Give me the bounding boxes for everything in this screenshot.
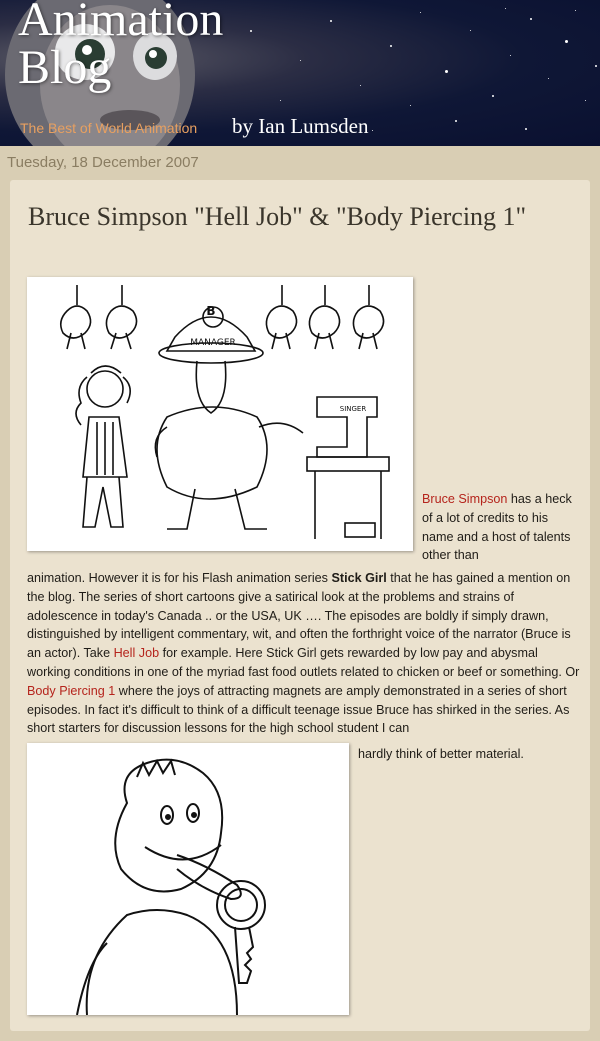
stick-girl-figure xyxy=(76,366,130,527)
paragraph-text: that he has gained a mention on the blog. The series of short cartoons give a satirical look at the problems and strains of adolescence in today's Canada .. or the USA, UK …. The episodes are boldly if simply drawn, distinguished by intelligent commentary, wit, and often the forthright voice of the narrator (Bruce is an actor). Take xyxy=(27,571,571,661)
hanging-chicken xyxy=(266,285,296,349)
cartoon-drawing xyxy=(27,277,413,551)
bruce-simpson-link[interactable]: Bruce Simpson xyxy=(422,492,508,506)
closing-text: hardly think of better material. xyxy=(358,747,524,761)
cartoon-drawing xyxy=(27,743,349,1015)
post-date: Tuesday, 18 December 2007 xyxy=(7,154,199,171)
hanging-chicken xyxy=(309,285,339,349)
blog-header[interactable] xyxy=(0,0,600,146)
blog-tagline: The Best of World Animation xyxy=(20,120,198,136)
machine-label: SINGER xyxy=(339,405,367,413)
hell-job-cartoon-image[interactable] xyxy=(27,277,413,551)
blog-title[interactable] xyxy=(18,0,318,92)
blog-post xyxy=(10,180,590,1031)
intro-text xyxy=(422,490,582,565)
sewing-machine xyxy=(307,397,389,539)
post-paragraph xyxy=(27,569,584,738)
hat-letter: B xyxy=(206,304,216,318)
hell-job-link[interactable]: Hell Job xyxy=(113,646,160,661)
body-piercing-cartoon-image[interactable] xyxy=(27,743,349,1015)
hanging-chicken xyxy=(106,285,136,349)
intro-text-span: has a heck of a lot of credits to his name and a host of talents other than xyxy=(422,492,572,563)
hanging-chicken xyxy=(61,285,91,349)
boy-figure xyxy=(77,760,265,1015)
hat-label: MANAGER xyxy=(190,338,236,348)
paragraph-text: where the joys of attracting magnets are amply demonstrated in a series of short episodes. In fact it's difficult to think of a difficult teenage issue Bruce has shirked in the series. As short starters for discussion lessons for the high school student I can xyxy=(27,683,570,736)
body-piercing-link[interactable]: Body Piercing 1 xyxy=(27,683,116,698)
blog-author: by Ian Lumsden xyxy=(232,114,369,138)
blog-title-line1[interactable]: Animation xyxy=(18,0,224,46)
paragraph-text: for example. Here Stick Girl gets rewarded by low pay and abysmal working conditions in one of the myriad fast food outlets related to chicken or beef or something. Or xyxy=(27,646,580,679)
post-title[interactable]: Bruce Simpson "Hell Job" & "Body Piercing 1" xyxy=(28,202,527,231)
blog-title-line2[interactable]: Blog xyxy=(18,41,112,94)
hanging-chicken xyxy=(353,285,383,349)
stick-girl-bold: Stick Girl xyxy=(331,571,387,585)
paragraph-text: animation. However it is for his Flash animation series xyxy=(27,571,332,585)
